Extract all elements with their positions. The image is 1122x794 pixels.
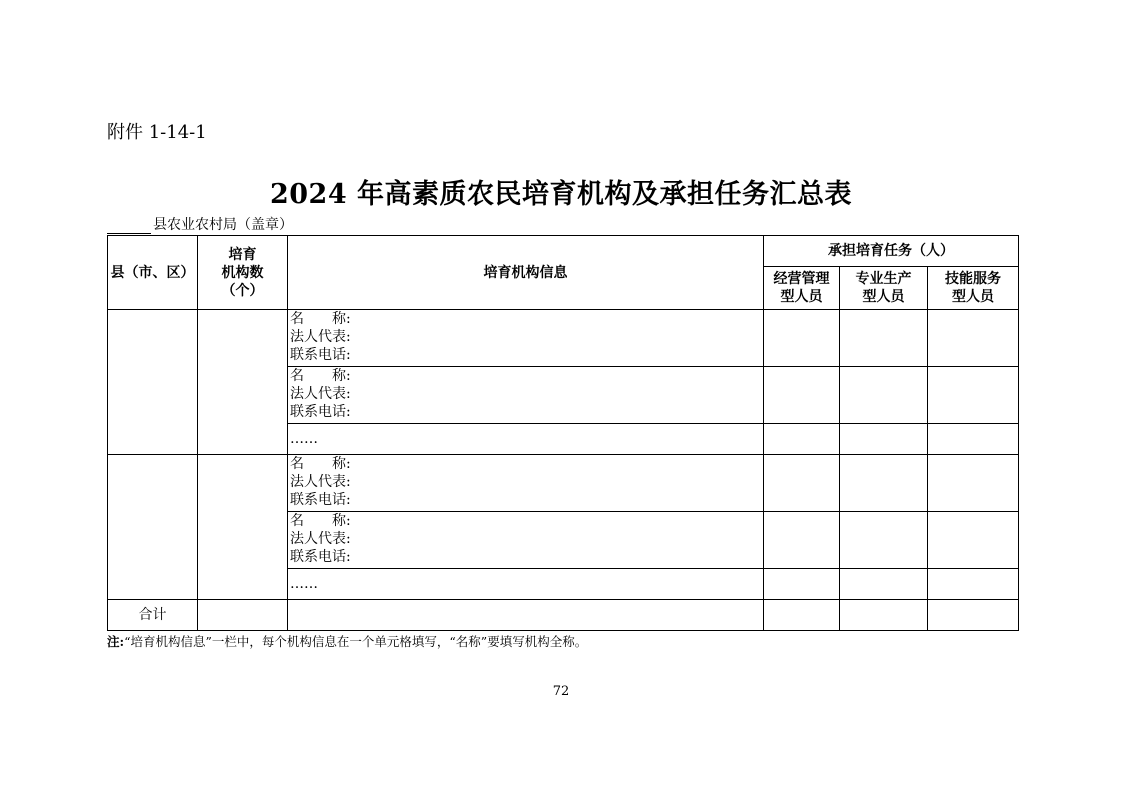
total-task-c-cell: [928, 600, 1019, 631]
phone-label: 联系电话:: [290, 404, 351, 420]
annex-label: 附件 1-14-1: [107, 122, 207, 143]
county-cell: [108, 455, 198, 600]
name-label: 名 称:: [290, 368, 351, 384]
phone-label: 联系电话:: [290, 549, 351, 565]
task-a-cell: [764, 512, 840, 569]
county-cell: [108, 310, 198, 455]
total-info-cell: [288, 600, 764, 631]
count-cell: [198, 455, 288, 600]
ellipsis-cell: ……: [288, 424, 764, 455]
header-count-line2: 机构数: [221, 264, 264, 281]
document-title: 2024 年高素质农民培育机构及承担任务汇总表: [269, 179, 853, 210]
ellipsis-cell: ……: [288, 569, 764, 600]
task-c-cell: [928, 310, 1019, 367]
table-row: [108, 310, 1019, 367]
name-label: 名 称:: [290, 513, 351, 529]
table-row: [108, 455, 1019, 512]
task-a-cell: [764, 310, 840, 367]
header-task-a: [764, 267, 840, 310]
total-task-a-cell: [764, 600, 840, 631]
task-a-cell: [764, 367, 840, 424]
name-label: 名 称:: [290, 456, 351, 472]
header-task-a-line2: 型人员: [780, 289, 823, 305]
header-count-line1: 培育: [228, 246, 257, 263]
task-b-cell: [840, 512, 928, 569]
table-note: [107, 632, 587, 650]
phone-label: 联系电话:: [290, 347, 351, 363]
header-count-line3: （个）: [221, 282, 264, 299]
note-text: “培育机构信息”一栏中，每个机构信息在一个单元格填写，“名称”要填写机构全称。: [124, 634, 588, 649]
task-b-cell: [840, 310, 928, 367]
header-task-a-line1: 经营管理: [773, 271, 830, 287]
bureau-suffix: 县农业农村局（盖章）: [153, 217, 293, 233]
count-cell: [198, 310, 288, 455]
header-task-b-line2: 型人员: [862, 289, 905, 305]
header-task-c: [928, 267, 1019, 310]
legal-rep-label: 法人代表:: [290, 386, 351, 402]
phone-label: 联系电话:: [290, 492, 351, 508]
total-count-cell: [198, 600, 288, 631]
task-b-cell: [840, 424, 928, 455]
legal-rep-label: 法人代表:: [290, 531, 351, 547]
header-info: 培育机构信息: [288, 236, 764, 310]
institution-info-cell: [288, 512, 764, 569]
page-number: 72: [552, 684, 570, 699]
summary-table: [107, 235, 1019, 631]
bureau-line: [107, 214, 293, 234]
task-a-cell: [764, 455, 840, 512]
name-label: 名 称:: [290, 311, 351, 327]
task-c-cell: [928, 367, 1019, 424]
task-c-cell: [928, 424, 1019, 455]
header-task-group: 承担培育任务（人）: [764, 236, 1019, 267]
task-b-cell: [840, 569, 928, 600]
task-b-cell: [840, 367, 928, 424]
task-a-cell: [764, 569, 840, 600]
institution-info-cell: [288, 367, 764, 424]
header-task-c-line1: 技能服务: [945, 271, 1001, 287]
header-county: 县（市、区）: [108, 236, 198, 310]
legal-rep-label: 法人代表:: [290, 474, 351, 490]
task-b-cell: [840, 455, 928, 512]
task-c-cell: [928, 569, 1019, 600]
institution-info-cell: [288, 455, 764, 512]
header-task-c-line2: 型人员: [952, 289, 994, 305]
legal-rep-label: 法人代表:: [290, 329, 351, 345]
header-task-b-line1: 专业生产: [855, 271, 912, 287]
institution-info-cell: [288, 310, 764, 367]
task-c-cell: [928, 512, 1019, 569]
header-task-b: [840, 267, 928, 310]
total-task-b-cell: [840, 600, 928, 631]
header-count: [198, 236, 288, 310]
total-row: [108, 600, 1019, 631]
task-a-cell: [764, 424, 840, 455]
blank-underline: [107, 219, 151, 234]
task-c-cell: [928, 455, 1019, 512]
total-label: 合计: [108, 600, 198, 631]
note-prefix: 注:: [107, 634, 125, 649]
header-row-1: [108, 236, 1019, 267]
